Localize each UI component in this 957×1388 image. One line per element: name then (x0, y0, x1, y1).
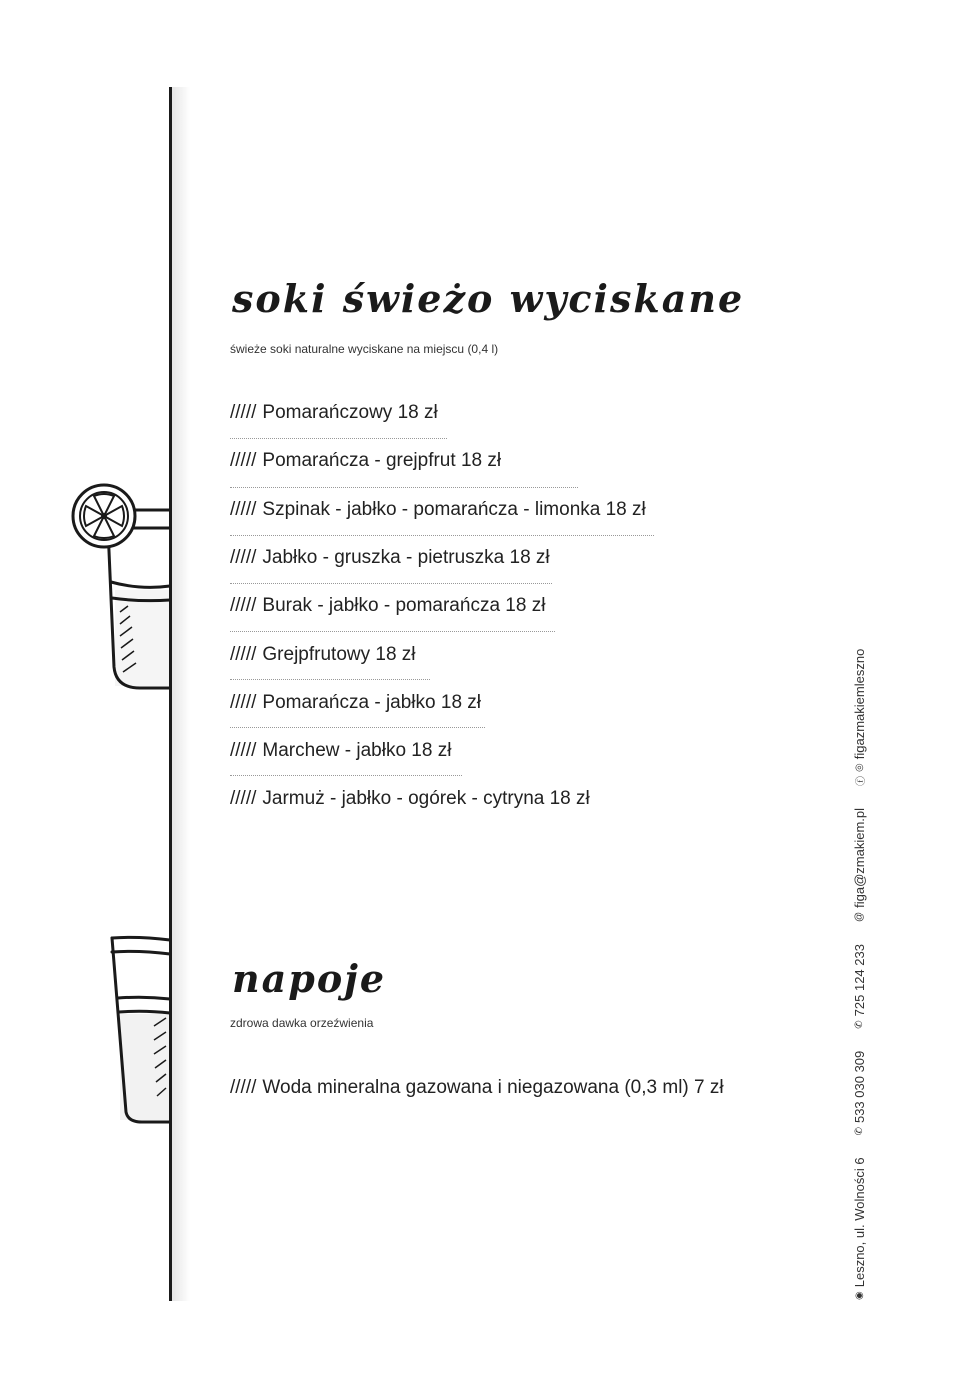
dotted-separator (230, 679, 430, 680)
menu-item: ///// Pomarańcza - jabłko 18 zł (230, 692, 482, 713)
phone-icon: ✆ (854, 1127, 865, 1136)
juices-subtitle: świeże soki naturalne wyciskane na miejscu (0,4 l) (230, 342, 499, 356)
contact-email[interactable]: @ figa@zmakiem.pl (852, 807, 867, 923)
email-icon: @ (854, 911, 865, 923)
dotted-separator (230, 775, 462, 776)
juice-glass-illustration (70, 482, 172, 694)
dotted-separator (230, 727, 485, 728)
dotted-separator (230, 487, 578, 488)
dotted-separator (230, 631, 555, 632)
menu-item: ///// Burak - jabłko - pomarańcza 18 zł (230, 595, 546, 616)
contact-phone-2[interactable]: ✆ 725 124 233 (852, 944, 867, 1029)
drinks-subtitle: zdrowa dawka orzeźwienia (230, 1016, 374, 1030)
menu-item: ///// Pomarańcza - grejpfrut 18 zł (230, 450, 502, 471)
dotted-separator (230, 438, 447, 439)
divider-shadow (172, 87, 190, 1301)
phone-icon: ✆ (854, 1020, 865, 1029)
juices-title: soki świeżo wyciskane (232, 276, 745, 321)
menu-item: ///// Pomarańczowy 18 zł (230, 402, 438, 423)
contact-info (852, 649, 867, 1300)
contact-address: ◉ Leszno, ul. Wolności 6 (852, 1157, 867, 1300)
instagram-icon: ◎ (854, 763, 865, 772)
facebook-icon: ⓕ (856, 775, 867, 786)
water-glass-illustration (108, 932, 172, 1126)
dotted-separator (230, 583, 552, 584)
menu-item: ///// Grejpfrutowy 18 zł (230, 644, 416, 665)
drinks-title: napoje (232, 956, 387, 1001)
menu-item: ///// Jarmuż - jabłko - ogórek - cytryna 18 zł (230, 788, 590, 809)
location-icon: ◉ (854, 1291, 865, 1300)
menu-item: ///// Szpinak - jabłko - pomarańcza - limonka 18 zł (230, 499, 646, 520)
menu-item: ///// Marchew - jabłko 18 zł (230, 740, 452, 761)
contact-social[interactable]: ⓕ ◎ figazmakiemleszno (852, 648, 867, 786)
menu-item: ///// Jabłko - gruszka - pietruszka 18 zł (230, 547, 550, 568)
contact-phone-1[interactable]: ✆ 533 030 309 (852, 1050, 867, 1136)
dotted-separator (230, 535, 654, 536)
menu-item: ///// Woda mineralna gazowana i niegazowana (0,3 ml) 7 zł (230, 1077, 724, 1098)
